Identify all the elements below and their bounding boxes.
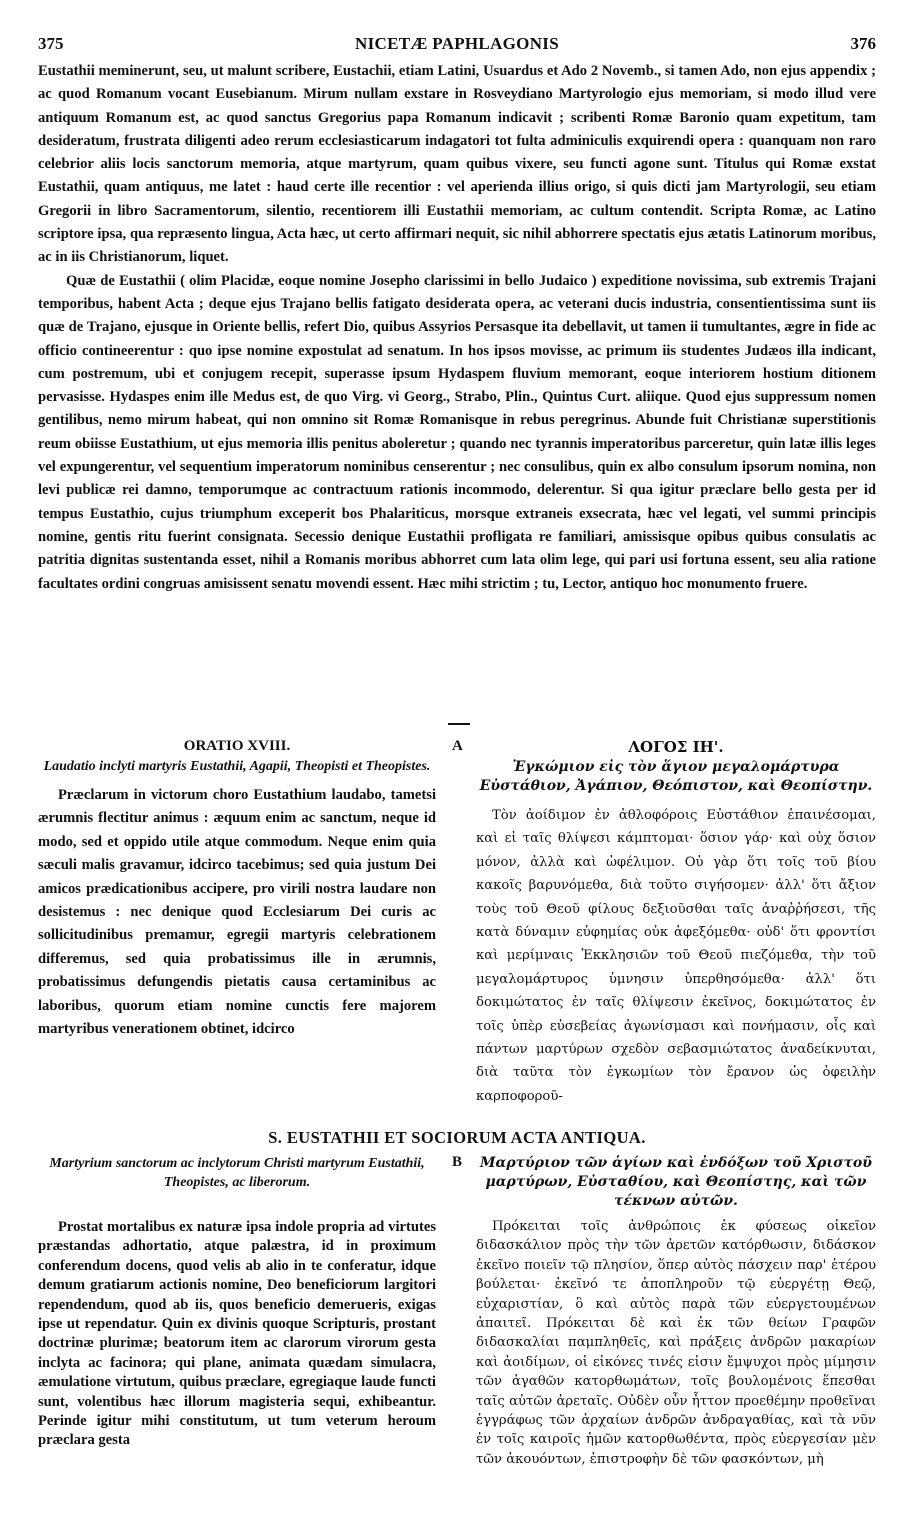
running-title: NICETÆ PAPHLAGONIS	[355, 34, 559, 53]
oratio-body-latin: Præclarum in victorum choro Eustathium laudabo, tametsi ærumnis flectitur animus : æquum enim ac sanctum, neque id modo, sed et oppido utile atque commodum. Neque enim quia sæculi malis gravamur, idcirco tacebimus; sed quia justum Dei amicos prædicationibus accipere, pro virili nostra laudare non desistemus : nec denique quod Ecclesiarum Dei curis ac sollicitudinibus premamur, egregii martyris celebrationem differemus, sed quia probatissimus ille in ærumnis, probatissimus defungendis pietatis causa certaminibus ac laboribus, quorum etiam nomine cunctis fere majorem martyribus venerationem obtinet, idcirco	[38, 787, 436, 1038]
marginal-letter-b: B	[452, 1154, 463, 1170]
introduction-text	[38, 60, 876, 596]
oratio-body-greek: Τὸν ἀοίδιμον ἐν ἀθλοφόροις Εὐστάθιον ἐπαινέσομαι, καὶ εἰ ταῖς θλίψεσι κάμπτομαι· ὅσιον γάρ· καὶ οὐχ ὅσιον μόνον, ἀλλὰ καὶ ὠφέλιμον. Οὐ γὰρ ὅτι τοῖς τοῦ βίου κακοῖς βαρυνόμεθα, διὰ τοῦτο σιγήσομεν· ἀλλ' ὅτι ἄξιον τοὺς τοῦ Θεοῦ φίλους δεξιοῦσθαι ταῖς ἀναῤῥήσεσι, τῆς κατὰ δύναμιν εὐφημίας οὐκ ἀφεξόμεθα· οὐδ' ὅτι φροντίσι καὶ μερίμναις Ἐκκλησιῶν τοῦ Θεοῦ πιεζόμεθα, τὴν τοῦ μεγαλομάρτυρος ὑμνησιν ὑπερθησόμεθα· ἀλλ' ὅτι δοκιμώτατος ἐν ταῖς θλίψεσιν ἐκεῖνος, δοκιμώτατος ἐν τοῖς ὑπὲρ εὐσεβείας ἀγωνίσμασι καὶ πονήμασιν, οἷς καὶ πάντων μαρτύρων σχεδὸν σεβασμιώτατος ἀναδείκνυται, διὰ ταῦτα τὸν ἐγκωμίων τὸν ἔρανον ὡς ὀφειλὴν καρποφοροῦ-	[476, 808, 876, 1104]
intro-paragraph-1: Eustathii meminerunt, seu, ut malunt scribere, Eustachii, etiam Latini, Usuardus et Ado 2 Novemb., si tamen Ado, non ejus appendix ; ac quod Romanum vocant Eusebianum. Mirum nullam exstare in Rosveydiano Martyrologio ejus memoriam, si modo illud vere antiquum Romanum est, ac quod sanctus Gregorius papa Romanum indicavit ; scribenti Romæ Baronio quam expetitum, tam desideratum, frustrata diligenti adeo rerum ecclesiasticarum indagatori tot fulta adminiculis exquirendi opera : quanquam non raro celebrior aliis locis sanctorum memoria, atque martyrum, quam quibus vixere, seu functi agone sunt. Titulus qui Romæ exstat Eustathii, quam antiquus, me latet : haud certe ille recentior : vel aperienda illius origo, si quis dicti jam Martyrologii, seu etiam Gregorii in libro Sacramentorum, silentio, recentiorem illi Eustathii memoriam, ac cultum contendit. Scripta Romæ, ac Latino scriptore ipsa, qua repræsento lingua, Acta hæc, ut certo affirmari nequit, sic nihil abhorrere spectatis ejus ætatis Latinorum moribus, ac in iis Christianorum, liquet.	[38, 63, 876, 266]
acta-subtitle-latin: Martyrium sanctorum ac inclytorum Christi martyrum Eustathii, Theopistes, ac liberorum.	[49, 1156, 425, 1190]
acta-body-greek: Πρόκειται τοῖς ἀνθρώποις ἐκ φύσεως οἰκεῖον διδασκάλιον πρὸς τὴν τῶν ἀρετῶν κατόρθωσιν, διδάσκον ἐκεῖνο ποιεῖν τῷ πλησίον, ὅπερ αὐτὸς πάσχειν παρ' ἑτέρου βούλεται· ἐκεῖνό τε ἀποπληροῦν τῷ εὐεργέτῃ Θεῷ, εὐχαριστίαν, ὃ καὶ αὐτὸς παρὰ τῶν εὐεργετουμένων ἀπαιτεῖ. Πρόκειται δὲ καὶ ἐκ τῶν θείων Γραφῶν διδασκαλίαι παμπληθεῖς, καὶ πράξεις ἀνδρῶν μακαρίων καὶ ἀοιδίμων, οἱ εἰκόνες τινές εἰσιν ἔμψυχοι πρὸς μίμησιν τῶν ἀγαθῶν κατορθωμάτων, τοῖς βουλομένοις ἕπεσθαι ταῖς αὐτῶν ἀρεταῖς. Οὐδὲν οὖν ἧττον προεθέμην προθεῖναι ἐγγράφως τῶν ἀρχαίων ἀνδρῶν ἀνδραγαθίας, καὶ τὰ νῦν ἐν τοῖς καιροῖς ἡμῶν κατορθωθέντα, πρὸς εὐεργεσίαν μὲν τῶν ἀκουόντων, ἐπιστροφὴν δὲ τῶν φασκόντων, μὴ	[476, 1219, 876, 1467]
acta-section-title: S. EUSTATHII ET SOCIORUM ACTA ANTIQUA.	[268, 1128, 646, 1147]
acta-body-latin: Prostat mortalibus ex naturæ ipsa indole propria ad virtutes præstandas adhortatio, atque palæstra, id in proximum conferendum docens, quod velis ab alio in te conferatur, idque demum gratiarum actionis nomine, Deo beneficiorum largitori rependendum, quod ab iis, quos beneficio demerueris, exigas ipse ut rependatur. Quin ex divinis quoque Scripturis, prostant doctrinæ plurimæ; beatorum item ac clarorum virorum gesta inclyta ac facinora; qui plane, animata quædam simulacra, æmulatione virtutum, quibus præclare, egregiaque laude functi sunt, volentibus hæc illorum magisteria sequi, exhibeantur. Perinde igitur mihi constitutum, ut tum veterum heroum præclara gesta	[38, 1219, 436, 1449]
left-page-number: 375	[38, 34, 64, 53]
oratio-title-greek: ΛΟΓΟΣ ΙΗ'.	[628, 738, 724, 756]
marginal-letter-a: A	[452, 738, 463, 754]
oratio-subtitle-greek: Ἐγκώμιον εἰς τὸν ἅγιον μεγαλομάρτυρα Εὐστάθιον, Ἀγάπιον, Θεόπιστον, καὶ Θεοπίστην.	[479, 759, 873, 794]
section-divider	[448, 723, 470, 725]
intro-paragraph-2: Quæ de Eustathii ( olim Placidæ, eoque nomine Josepho clarissimi in bello Judaico ) expeditione novissima, sub extremis Trajani temporibus, habent Acta ; deque ejus Trajano bellis fatigato desiderata opera, ac veterani ducis industria, consentientissima sunt iis quæ de Trajano, ejusque in Oriente bellis, refert Dio, quibus Assyrios Persasque ita debellavit, ut tamen ii tumultantes, ægre in fide ac officio contineerentur : quo ipse nomine expostulat ad senatum. In hos ipsos movisse, ac primum iis studentes Judæos illa indicant, cum postremum, ubi et conjugem recepit, superasse ipsum Hydaspem fluvium memorant, eoque interiorem hostium ditionem pervasisse. Hydaspes enim ille Medus est, de quo Virg. vi Georg., Strabo, Plin., Quintus Curt. aliique. Quod ejus suppressum nomen gentilibus, nemo mirum habeat, qui non omnino sit Romæ Romanisque in rebus peregrinus. Abunde fuit Christianæ superstitionis reum obiisse Eustathium, ut ejus memoria illis penitus aboleretur ; quando nec tyrannis imperatoribus parceretur, quin latæ illis leges vel expungerentur, vel sequentium imperatorum nominibus censerentur ; nec consulibus, quin ex albo consulum ipsorum nomina, non levi publicæ rei damno, temporumque ac contractuum rationis incommodo, delerentur. Si qua igitur præclare bello gesta per id tempus Eustathio, cujus triumphum exceperit bos Phalariticus, morsque extraneis exsecrata, hæc vel legati, vel summi principis nomine, gentis ritu fuerint consignata. Secessio denique Eustathii profligata re familiari, amissisque opibus quibus consulatis ac patritia dignitas sustentanda esset, nihil a Romanis moribus abhorret cum lata olim lege, qui pari usi fortuna essent, seu alia ratione facultates ordini congruas amisissent senatu movendi essent. Hæc mihi strictim ; tu, Lector, antiquo hoc monumento fruere.	[38, 272, 876, 592]
acta-greek-column	[476, 1152, 876, 1469]
right-page-number: 376	[850, 34, 876, 53]
oratio-title-latin: ORATIO XVIII.	[183, 738, 291, 754]
acta-latin-column	[38, 1152, 436, 1451]
oratio-latin-column	[38, 738, 436, 1041]
oratio-subtitle-latin: Laudatio inclyti martyris Eustathii, Agapii, Theopisti et Theopistes.	[43, 759, 431, 774]
acta-subtitle-greek: Μαρτύριον τῶν ἁγίων καὶ ἐνδόξων τοῦ Χριστοῦ μαρτύρων, Εὐσταθίου, καὶ Θεοπίστης, καὶ τῶν τέκνων αὐτῶν.	[480, 1155, 872, 1209]
oratio-greek-column	[476, 738, 876, 1108]
running-header	[38, 34, 876, 58]
